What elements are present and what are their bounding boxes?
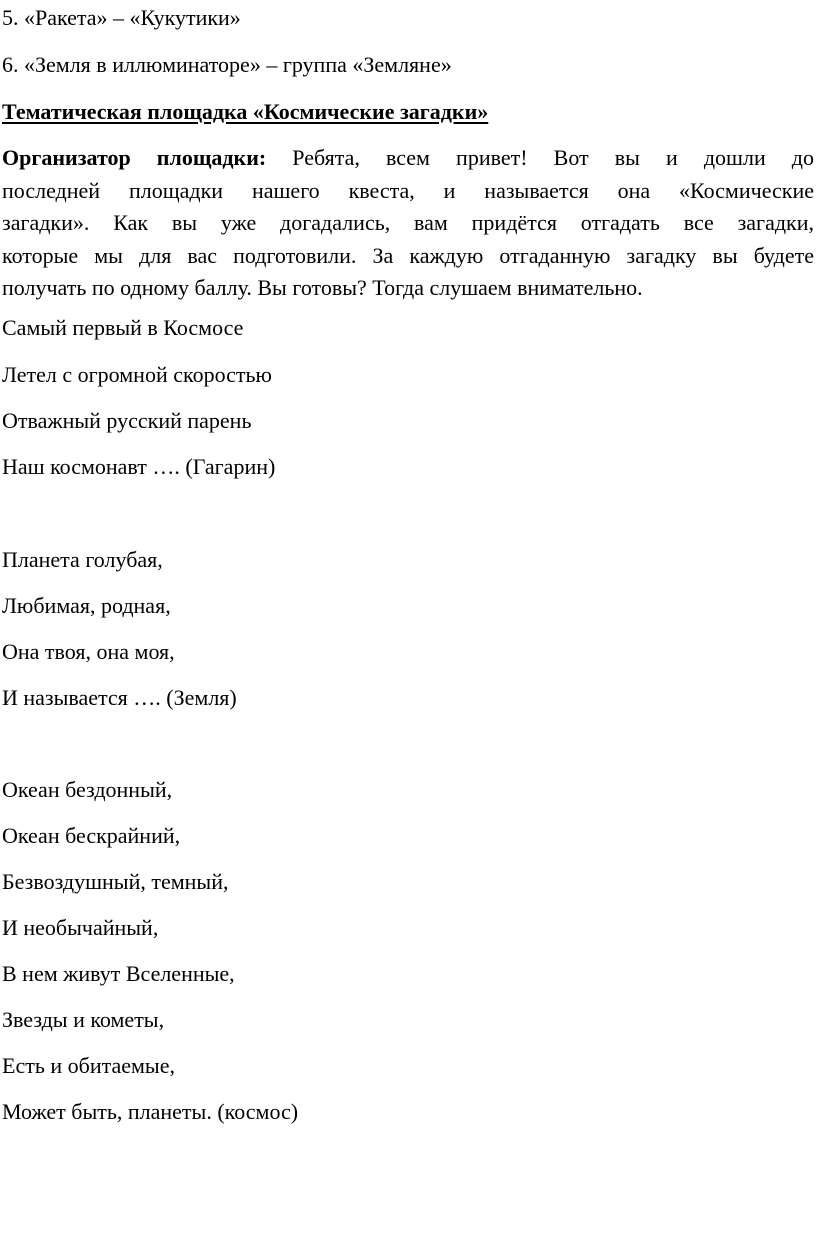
riddle1-line-1: Самый первый в Космосе bbox=[2, 315, 244, 340]
intro-line-3: загадки». Как вы уже догадались, вам придётся отгадать все загадки, bbox=[2, 210, 814, 235]
intro-text-1: Ребята, всем привет! Вот вы и дошли до bbox=[266, 145, 814, 170]
riddle1-line-3: Отважный русский парень bbox=[2, 408, 252, 433]
riddle3-line-1: Океан бездонный, bbox=[2, 777, 173, 802]
riddle1-line-4: Наш космонавт …. (Гагарин) bbox=[2, 454, 276, 479]
riddle3-line-6: Звезды и кометы, bbox=[2, 1007, 165, 1032]
list-item-6: 6. «Земля в иллюминаторе» – группа «Земляне» bbox=[2, 52, 452, 77]
riddle3-line-8: Может быть, планеты. (космос) bbox=[2, 1099, 299, 1124]
riddle3-line-7: Есть и обитаемые, bbox=[2, 1053, 175, 1078]
riddle3-line-2: Океан бескрайний, bbox=[2, 823, 181, 848]
riddle2-line-3: Она твоя, она моя, bbox=[2, 639, 175, 664]
riddle2-line-2: Любимая, родная, bbox=[2, 593, 171, 618]
intro-line-1 bbox=[2, 142, 814, 175]
intro-line-5: получать по одному баллу. Вы готовы? Тогда слушаем внимательно. bbox=[2, 275, 643, 300]
riddle3-line-3: Безвоздушный, темный, bbox=[2, 869, 229, 894]
intro-paragraph bbox=[2, 142, 814, 305]
speaker-label: Организатор площадки: bbox=[2, 145, 267, 170]
riddle2-line-1: Планета голубая, bbox=[2, 547, 163, 572]
riddle3-line-5: В нем живут Вселенные, bbox=[2, 961, 235, 986]
list-item-5: 5. «Ракета» – «Кукутики» bbox=[2, 5, 241, 30]
section-heading: Тематическая площадка «Космические загадки» bbox=[2, 99, 489, 124]
intro-line-4: которые мы для вас подготовили. За каждую отгаданную загадку вы будете bbox=[2, 242, 814, 268]
riddle3-line-4: И необычайный, bbox=[2, 915, 159, 940]
riddle2-line-4: И называется …. (Земля) bbox=[2, 685, 237, 710]
intro-line-2: последней площадки нашего квеста, и называется она «Космические bbox=[2, 177, 814, 203]
riddle1-line-2: Летел с огромной скоростью bbox=[2, 362, 272, 387]
